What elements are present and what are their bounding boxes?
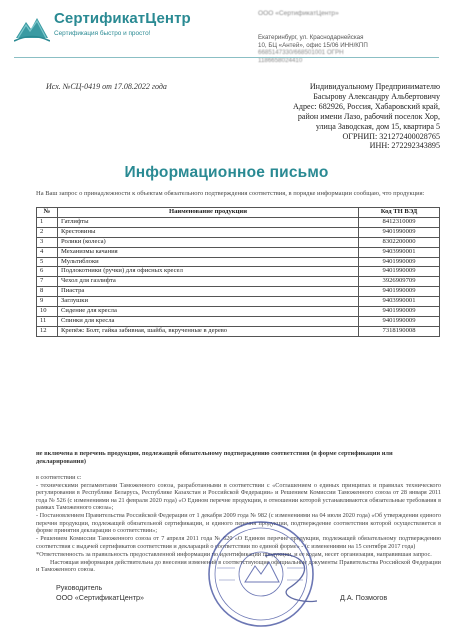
table-row [37,257,440,267]
table-row [37,217,440,227]
signer-position-block [56,583,144,603]
row-number: 5 [37,257,58,267]
table-row [37,237,440,247]
letter-title: Информационное письмо [124,164,329,181]
body-paragraph: в соответствии с: [36,474,82,481]
row-code: 9401990009 [359,287,440,297]
table-row [37,247,440,257]
logo-slogan: Сертификация быстро и просто! [54,30,151,37]
row-product: Сидение для кресла [58,307,359,317]
row-code: 8412310009 [359,217,440,227]
table-header-row [37,208,440,218]
row-code: 8302200000 [359,237,440,247]
row-number: 3 [37,237,58,247]
company-name: ООО «СертификатЦентр» [258,10,339,17]
body-paragraph: *Ответственность за правильность предоставленной информации по идентификации продукции, и ее кодам, несет организация, направившая запрос. [36,550,432,558]
body-paragraph: - техническими регламентами Таможенного союза, разработанными в соответствии с «Соглашением о единых принципах и правилах технического регулирования в Республике Беларусь, Республике Казахстан и Российской Федерации» и Решением Комиссии Таможенного союза от 28 января 2011 года № 526 (с изменениями на 21 февраля 2020 года) «О Едином перечне продукции, в отношении которой устанавливаются обязательные требования в рамках Таможенного союза»; [36,481,441,512]
row-product: Подлокотники (ручки) для офисных кресел [58,267,359,277]
intro-text: На Ваш запрос о принадлежности к объектам обязательного подтверждения соответствия, в порядке информации сообщаю, что продукция: [36,190,425,197]
header-code: Код ТН ВЭД [359,208,440,218]
outgoing-reference: Исх. №СЦ-0419 от 17.08.2022 года [46,82,167,91]
row-product: Крепёж: Болт, гайка забивная, шайба, вкрученные в дерево [58,326,359,336]
company-address-line: 1186658024410 [258,57,303,65]
row-number: 6 [37,267,58,277]
mountain-logo-icon [14,10,50,44]
table-row [37,267,440,277]
row-number: 11 [37,316,58,326]
header-number: № [37,208,58,218]
addressee-line: Индивидуальному Предпринимателю [309,82,440,91]
addressee-line: Басырову Александру Альбертовичу [313,91,440,101]
body-paragraph: - Решением Комиссии Таможенного союза от 7 апреля 2011 года № 620 «О Едином перечне продукции, подлежащей обязательному подтверждению соответствия с выдачей сертификатов соответствия и деклараций о соответствии по единой форме» - (с изменениями на 15 сентября 2017 года) [36,535,441,550]
table-row [37,227,440,237]
company-stamp-icon [205,518,317,630]
table-row [37,287,440,297]
table-row [37,297,440,307]
row-number: 1 [37,217,58,227]
addressee-line: Адрес: 682926, Россия, Хабаровский край, [293,101,440,111]
row-code: 9401990009 [359,227,440,237]
row-code: 9401990009 [359,307,440,317]
body-paragraph: Настоящая информация действительна до внесения изменений в соответствующие официальные документы Правительства Российской Федерации и Таможенного союза. [36,558,441,574]
addressee-line: улица Заводская, дом 15, квартира 5 [315,121,440,131]
row-product: Механизмы качания [58,247,359,257]
row-code: 7318190008 [359,326,440,336]
row-product: Чехол для газлифта [58,277,359,287]
row-product: Заглушки [58,297,359,307]
row-code: 9401990009 [359,257,440,267]
company-logo [14,8,204,44]
company-address-line: Екатеринбург, ул. Краснодарнейская [258,33,364,41]
header-product-name: Наименование продукции [58,208,359,218]
not-included-note: не включена в перечень продукции, подлежащей обязательному подтверждению соответствия (в форме сертификации или декларирования) [36,450,393,465]
row-product: Мультиблоки [58,257,359,267]
signer-position: Руководитель [56,583,103,592]
table-row [37,307,440,317]
header-divider [14,57,439,58]
company-address-line: 10, БЦ «Антей», офис 15/06 ИНН/КПП [258,41,368,49]
row-code: 9401990009 [359,267,440,277]
table-row [37,316,440,326]
addressee-block [240,82,440,151]
row-code: 3926909709 [359,277,440,287]
row-number: 12 [37,326,58,336]
row-number: 10 [37,307,58,317]
row-number: 2 [37,227,58,237]
row-product: Гатлифты [58,217,359,227]
row-code: 9401990009 [359,316,440,326]
row-number: 4 [37,247,58,257]
row-product: Крестовины [58,227,359,237]
row-code: 9403990001 [359,297,440,307]
table-row [37,326,440,336]
row-number: 9 [37,297,58,307]
table-row [37,277,440,287]
row-product: Пиастра [58,287,359,297]
addressee-line: ОГРНИП: 321272400028765 [342,131,440,141]
row-code: 9403990001 [359,247,440,257]
addressee-line: район имени Лазо, рабочий поселок Хор, [297,111,440,121]
row-number: 7 [37,277,58,287]
row-product: Ролики (колеса) [58,237,359,247]
logo-name: СертификатЦентр [54,10,191,27]
body-paragraph: - Постановлением Правительства Российской Федерации от 1 декабря 2009 года № 982 (с изменениями на 04 июля 2020 года) «Об утверждении единого перечня продукции, подлежащей обязательной сертификации, и единого перечня продукции, подтверждение соответствия которой осуществляется в форме принятия декларации о соответствии»; [36,512,441,535]
company-address-line: 6685147330/668501001 ОГРН [258,49,344,57]
signer-company: ООО «СертификатЦентр» [56,593,145,602]
addressee-line: ИНН: 272292343895 [369,141,440,151]
row-product: Спинки для кресла [58,316,359,326]
row-number: 8 [37,287,58,297]
products-table [36,207,440,337]
signer-name: Д.А. Позмогов [340,593,388,602]
